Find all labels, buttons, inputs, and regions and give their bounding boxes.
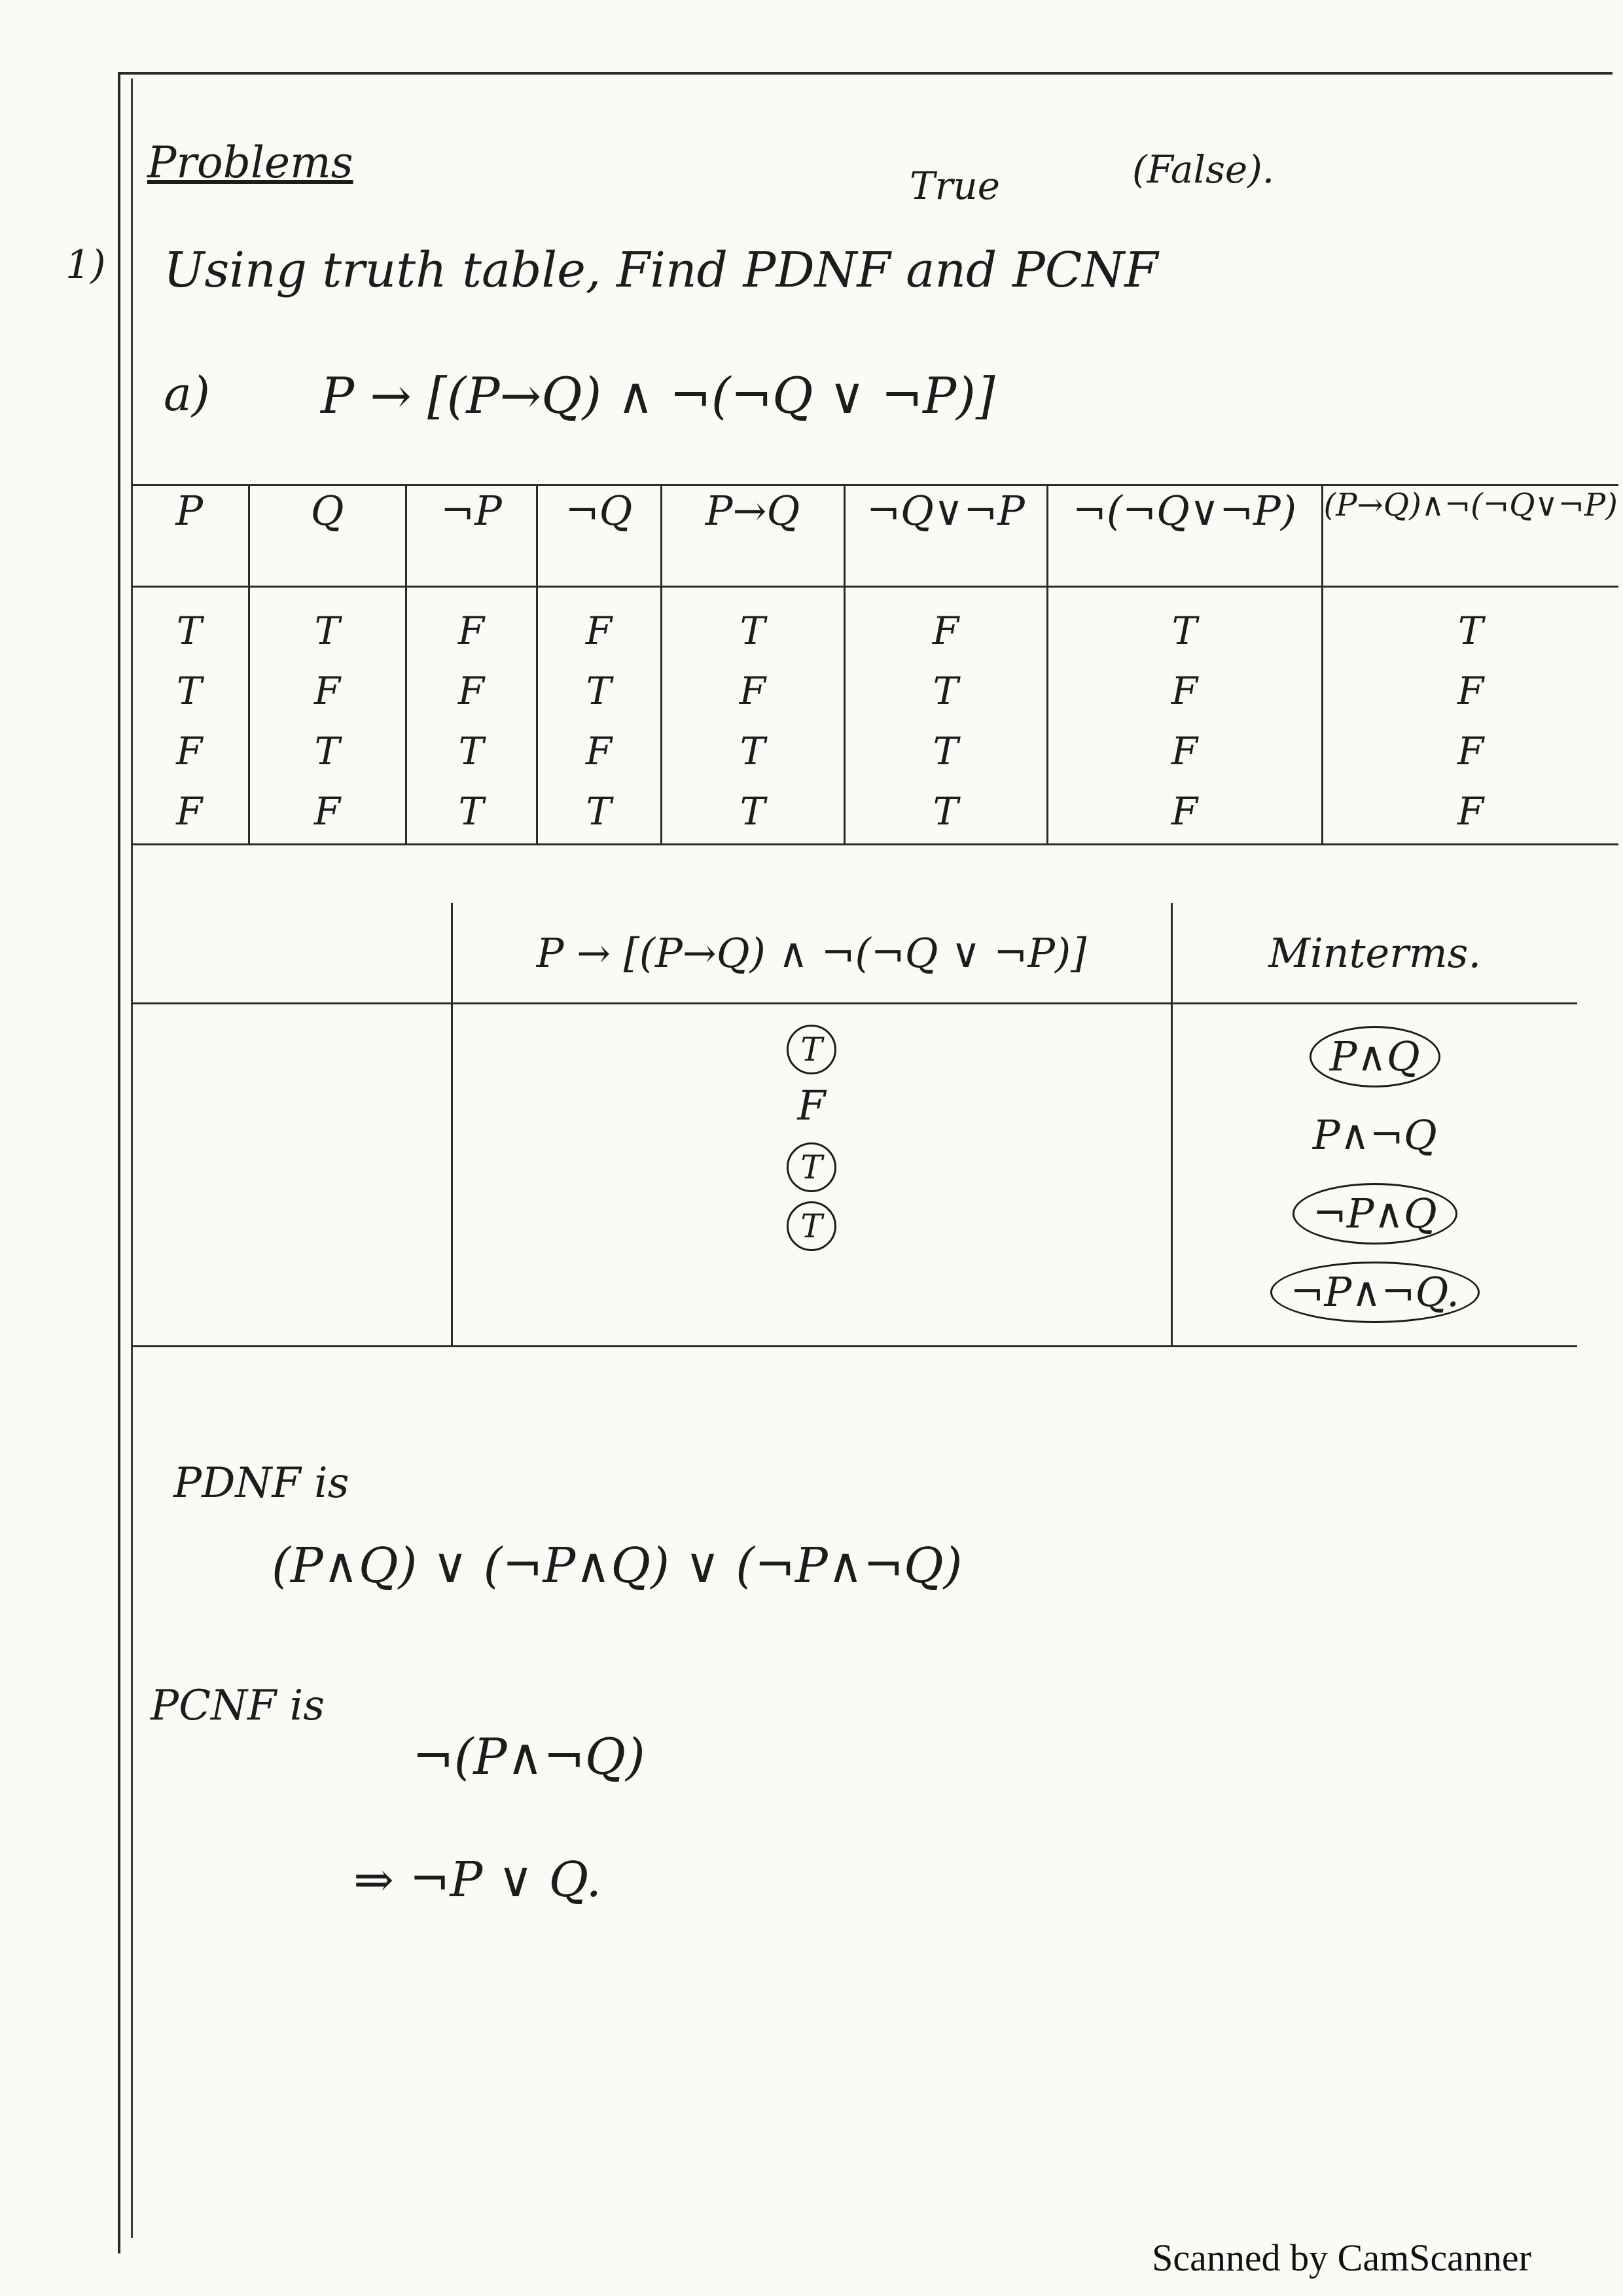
empty-header [131, 903, 452, 1004]
table-cell: F [1457, 669, 1484, 713]
col-header-q: Q [249, 486, 406, 587]
column-minterms [1171, 1004, 1577, 1347]
table-cell: F [1171, 789, 1198, 834]
question-number: 1) [65, 242, 106, 288]
table-cell: T [933, 669, 959, 713]
result-value-circled: T [787, 1025, 836, 1074]
pdnf-label: PDNF is [173, 1459, 349, 1508]
col-header-not-p: ¬P [406, 486, 537, 587]
result-value-circled: T [787, 1142, 836, 1192]
table-cell: F [1457, 789, 1484, 834]
table-cell: T [314, 609, 340, 653]
table-cell: T [933, 729, 959, 773]
question-text: Using truth table, Find PDNF and PCNF [164, 242, 1158, 298]
column-not-p [406, 587, 537, 845]
result-value: F [797, 1082, 826, 1129]
table-cell: F [457, 669, 485, 713]
column-negation [1047, 587, 1322, 845]
table-cell: F [585, 609, 613, 653]
table-cell: F [739, 669, 766, 713]
minterm-table-header [131, 903, 1577, 1004]
empty-cell [131, 1004, 452, 1347]
minterm-circled: P∧Q [1310, 1026, 1440, 1087]
minterm-table [131, 903, 1577, 1347]
table-cell: T [176, 609, 202, 653]
table-cell: F [932, 609, 959, 653]
table-cell: T [1457, 609, 1484, 653]
pcnf-simplified: ⇒ ¬P ∨ Q. [353, 1852, 602, 1908]
pdnf-expression: (P∧Q) ∨ (¬P∧Q) ∨ (¬P∧¬Q) [272, 1538, 963, 1594]
minterm-circled: ¬P∧¬Q. [1270, 1262, 1480, 1323]
question-formula: P → [(P→Q) ∧ ¬(¬Q ∨ ¬P)] [321, 366, 995, 425]
table-cell: T [740, 609, 766, 653]
col-header-not-q-or-not-p: ¬Q∨¬P [844, 486, 1047, 587]
table-cell: F [313, 669, 341, 713]
minterm: P∧¬Q [1312, 1111, 1437, 1159]
column-not-q-or-not-p [844, 587, 1047, 845]
pcnf-label: PCNF is [151, 1682, 325, 1730]
table-cell: T [933, 789, 959, 834]
table-cell: F [1457, 729, 1484, 773]
table-cell: T [458, 789, 484, 834]
table-cell: F [176, 789, 203, 834]
table-cell: T [586, 669, 612, 713]
col-header-result: P → [(P→Q) ∧ ¬(¬Q ∨ ¬P)] [452, 903, 1171, 1004]
column-not-q [537, 587, 661, 845]
minterm-table-body [131, 1004, 1577, 1347]
table-cell: F [176, 729, 203, 773]
scanner-watermark: Scanned by CamScanner [1152, 2236, 1531, 2279]
table-cell: F [1171, 729, 1198, 773]
table-cell: T [1171, 609, 1198, 653]
table-cell: F [457, 609, 485, 653]
table-cell: T [314, 729, 340, 773]
table-cell: F [313, 789, 341, 834]
col-header-conjunction: (P→Q)∧¬(¬Q∨¬P) [1322, 486, 1618, 587]
minterm-circled: ¬P∧Q [1293, 1183, 1457, 1245]
col-header-not-q: ¬Q [537, 486, 661, 587]
column-result [452, 1004, 1171, 1347]
col-header-minterms: Minterms. [1171, 903, 1577, 1004]
col-header-negation: ¬(¬Q∨¬P) [1047, 486, 1322, 587]
truth-table [131, 484, 1618, 845]
page-title: Problems [147, 137, 353, 188]
table-cell: T [586, 789, 612, 834]
result-value-circled: T [787, 1201, 836, 1251]
part-label: a) [164, 366, 211, 421]
column-q [249, 587, 406, 845]
table-cell: T [176, 669, 202, 713]
pcnf-annotation: (False). [1132, 147, 1275, 192]
column-conjunction [1322, 587, 1618, 845]
table-cell: T [740, 729, 766, 773]
truth-table-body [131, 587, 1618, 845]
table-cell: F [585, 729, 613, 773]
table-cell: T [740, 789, 766, 834]
col-header-p: P [131, 486, 249, 587]
pdnf-annotation: True [910, 164, 1001, 208]
table-cell: F [1171, 669, 1198, 713]
table-cell: T [458, 729, 484, 773]
truth-table-header [131, 486, 1618, 587]
column-p [131, 587, 249, 845]
column-p-implies-q [661, 587, 844, 845]
col-header-p-implies-q: P→Q [661, 486, 844, 587]
pcnf-expression: ¬(P∧¬Q) [412, 1727, 645, 1786]
